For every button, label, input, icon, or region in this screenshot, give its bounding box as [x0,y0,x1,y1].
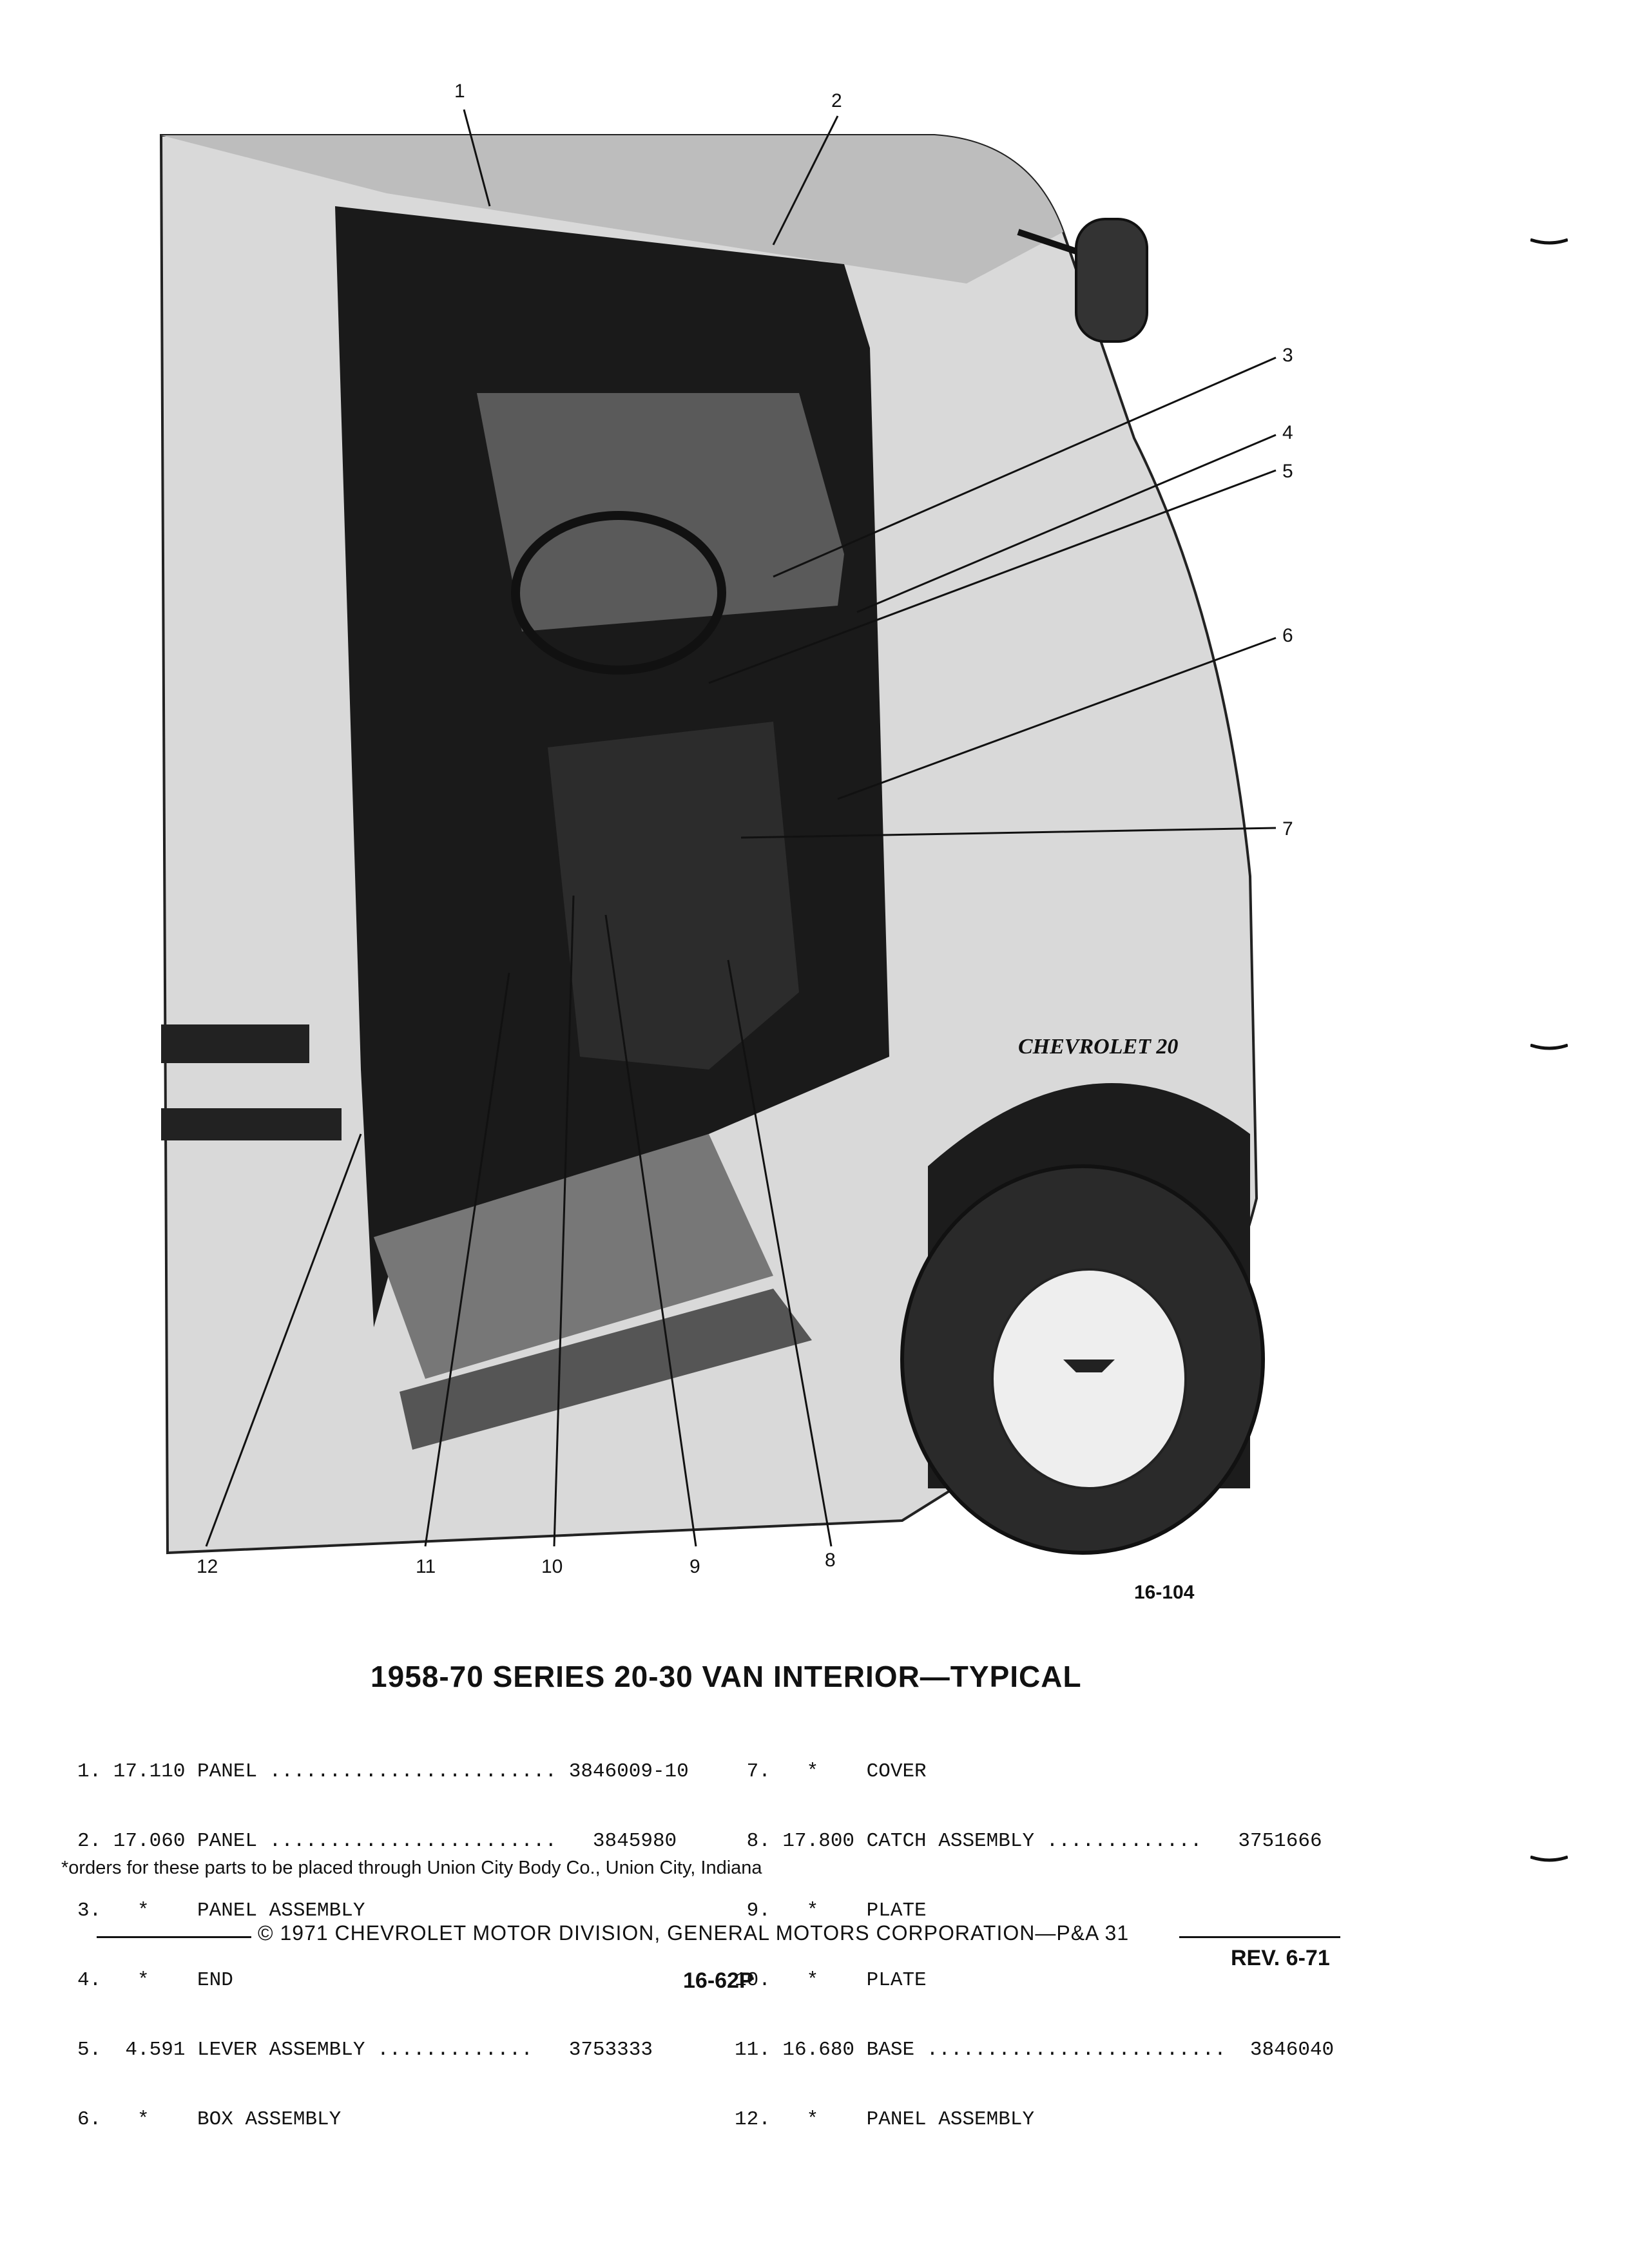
van-interior-figure [129,81,1340,1577]
part-row: 9. * PLATE [735,1899,927,1922]
binding-mark [1530,1044,1568,1050]
callout-6: 6 [1282,625,1293,646]
part-row: 8. 17.800 CATCH ASSEMBLY ............. 3751666 [735,1830,1322,1852]
part-row: 6. * BOX ASSEMBLY [77,2108,342,2131]
binding-mark [1530,238,1568,245]
chevrolet-badge: CHEVROLET 20 [1018,1035,1179,1059]
part-row: 12. * PANEL ASSEMBLY [735,2108,1035,2131]
part-row: 3. * PANEL ASSEMBLY [77,1899,365,1922]
part-row: 1. 17.110 PANEL ........................ 3846009-10 [77,1760,689,1783]
callout-2: 2 [831,90,842,111]
part-row: 4. * END [77,1969,233,1992]
callout-7: 7 [1282,818,1293,840]
callout-1: 1 [454,81,465,102]
part-row: 5. 4.591 LEVER ASSEMBLY ............. 3753333 [77,2039,653,2061]
callout-4: 4 [1282,422,1293,443]
part-row: 11. 16.680 BASE ......................... 3846040 [735,2039,1335,2061]
footer-rule-right [1179,1936,1340,1938]
footer-rule-left [97,1936,251,1938]
callout-11: 11 [416,1556,436,1577]
part-row: 10. * PLATE [735,1969,927,1992]
van-illustration [129,103,1340,1572]
callout-10: 10 [541,1556,563,1577]
callout-9: 9 [689,1556,700,1577]
footnote: *orders for these parts to be placed through Union City Body Co., Union City, Indiana [61,1858,762,1878]
callout-5: 5 [1282,461,1293,482]
page-number: 16-62P [683,1968,754,1993]
copyright-line: © 1971 CHEVROLET MOTOR DIVISION, GENERAL MOTORS CORPORATION—P&A 31 [258,1921,1130,1945]
callout-12: 12 [197,1556,218,1577]
page-title: 1958-70 SERIES 20-30 VAN INTERIOR—TYPICAL [371,1660,1082,1693]
binding-mark [1530,1856,1568,1862]
revision-label: REV. 6-71 [1231,1946,1330,1970]
callout-3: 3 [1282,345,1293,366]
callout-8: 8 [825,1550,836,1571]
figure-id: 16-104 [1134,1582,1195,1603]
part-row: 7. * COVER [735,1760,927,1783]
part-row: 2. 17.060 PANEL ........................ 3845980 [77,1830,677,1852]
